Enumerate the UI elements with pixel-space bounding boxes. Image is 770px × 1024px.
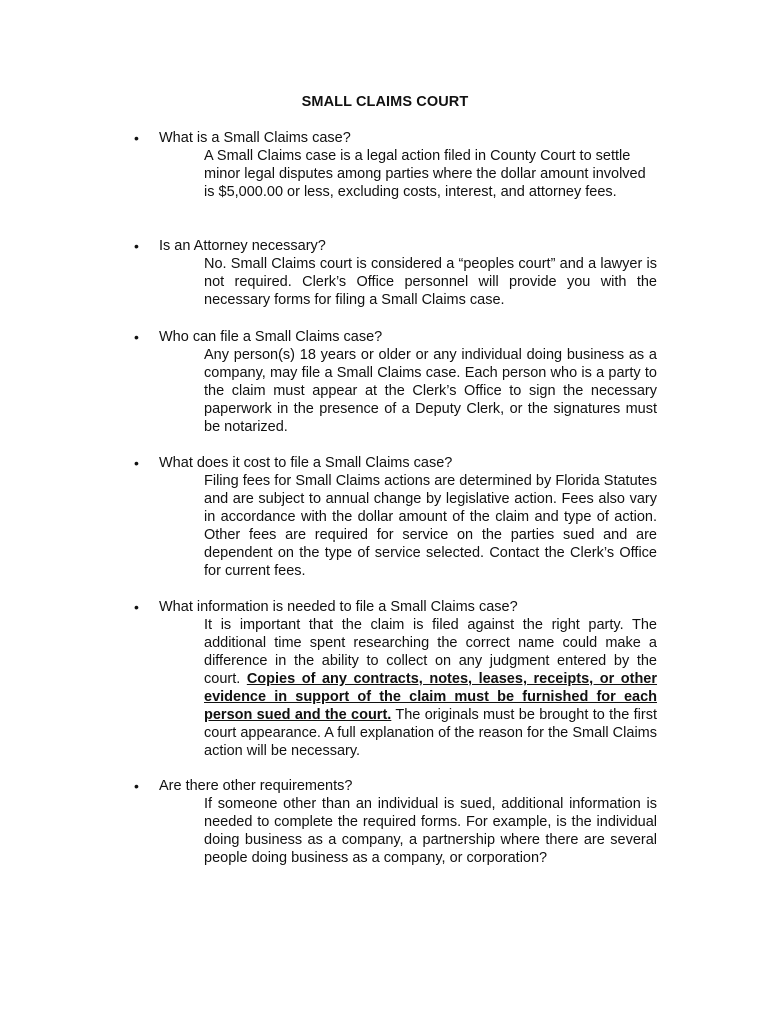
bullet: • [134, 778, 139, 794]
bullet: • [134, 599, 139, 615]
faq-answer: Filing fees for Small Claims actions are determined by Florida Statutes and are subject to annual change by legislative action. Fees also vary in accordance with the dollar amount of the claim and type of action. Other fees are required for service on the parties sued and are dependent on the type of service selected. Contact the Clerk’s Office for current fees. [204, 473, 657, 579]
answer-text: It is important that the claim is filed against the right party. The additional time spent researching the correct name could make a difference in the ability to collect on any judgment entered by the court. [204, 617, 657, 687]
faq-answer: No. Small Claims court is considered a “peoples court” and a lawyer is not required. Clerk’s Office personnel will provide you with the necessary forms for filing a Small Claims case. [204, 256, 657, 308]
faq-question: What information is needed to file a Small Claims case? [159, 599, 518, 615]
bullet: • [134, 455, 139, 471]
bullet: • [134, 238, 139, 254]
faq-answer: If someone other than an individual is sued, additional information is needed to complete the required forms. For example, is the individual doing business as a company, a partnership where there are several people doing business as a company, or corporation? [204, 796, 657, 866]
faq-question: What does it cost to file a Small Claims case? [159, 455, 453, 471]
faq-question: What is a Small Claims case? [159, 130, 351, 146]
page-title: SMALL CLAIMS COURT [301, 94, 469, 110]
faq-question: Who can file a Small Claims case? [159, 329, 383, 345]
faq-answer [204, 616, 657, 760]
bullet: • [134, 130, 139, 146]
faq-question: Is an Attorney necessary? [159, 238, 326, 254]
answer-text: The originals must be brought to the first court appearance. A full explanation of the reason for the Small Claims action will be necessary. [204, 707, 657, 759]
faq-answer: A Small Claims case is a legal action filed in County Court to settle minor legal disputes among parties where the dollar amount involved is $5,000.00 or less, excluding costs, interest, and attorney fees. [204, 148, 646, 200]
faq-answer: Any person(s) 18 years or older or any individual doing business as a company, may file a Small Claims case. Each person who is a party to the claim must appear at the Clerk’s Office to sign the necessary paperwork in the presence of a Deputy Clerk, or the signatures must be notarized. [204, 347, 657, 435]
faq-question: Are there other requirements? [159, 778, 353, 794]
answer-emphasis: Copies of any contracts, notes, leases, receipts, or other evidence in support of the claim must be furnished for each person sued and the court. [204, 671, 658, 723]
bullet: • [134, 329, 139, 345]
